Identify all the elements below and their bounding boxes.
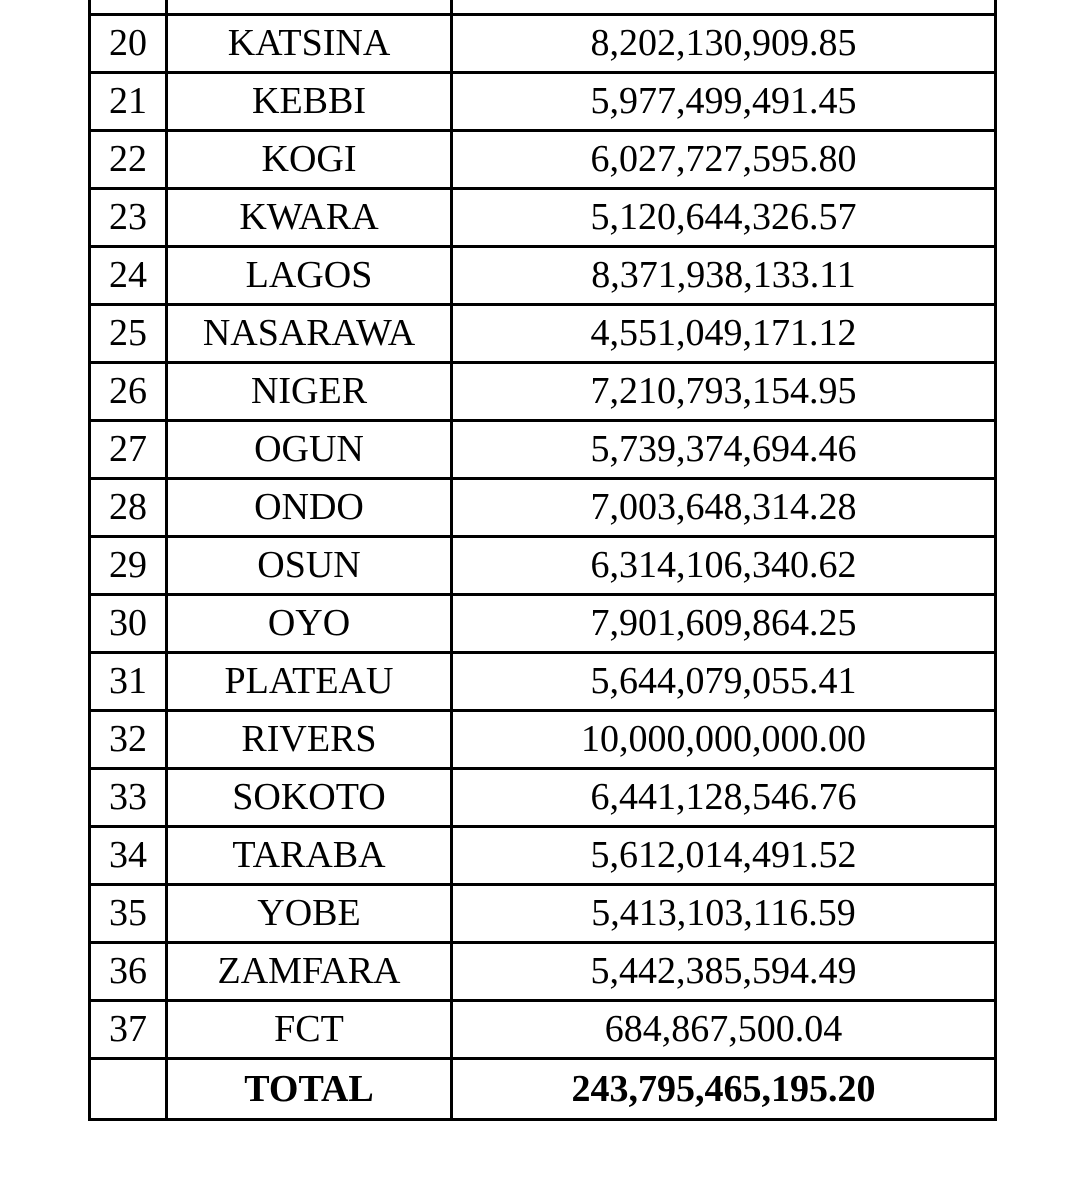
row-number-cell: 20 <box>90 15 167 73</box>
table-row <box>90 421 996 479</box>
state-cell: OSUN <box>167 537 452 595</box>
amount-cell: 5,442,385,594.49 <box>452 943 996 1001</box>
row-number-cell: 37 <box>90 1001 167 1059</box>
row-number-cell: 36 <box>90 943 167 1001</box>
table-row <box>90 827 996 885</box>
table-row <box>90 769 996 827</box>
total-number-cell <box>90 1059 167 1120</box>
table-row <box>90 247 996 305</box>
total-label: TOTAL <box>167 1059 452 1120</box>
allocation-table <box>88 0 997 1121</box>
row-number-cell: 35 <box>90 885 167 943</box>
row-number-cell: 26 <box>90 363 167 421</box>
table-row <box>90 711 996 769</box>
state-cell: RIVERS <box>167 711 452 769</box>
table-row <box>90 885 996 943</box>
amount-cell: 8,371,938,133.11 <box>452 247 996 305</box>
row-number-cell: 23 <box>90 189 167 247</box>
table-row <box>90 595 996 653</box>
state-cell: FCT <box>167 1001 452 1059</box>
row-number-cell: 24 <box>90 247 167 305</box>
amount-cell: 8,202,130,909.85 <box>452 15 996 73</box>
row-number-cell: 31 <box>90 653 167 711</box>
state-cell: KWARA <box>167 189 452 247</box>
table-row-partial <box>90 0 996 15</box>
row-number-cell: 30 <box>90 595 167 653</box>
row-number-cell: 33 <box>90 769 167 827</box>
table-row <box>90 653 996 711</box>
state-cell: KATSINA <box>167 15 452 73</box>
table-row <box>90 131 996 189</box>
table-row <box>90 943 996 1001</box>
table-row <box>90 305 996 363</box>
state-cell: OGUN <box>167 421 452 479</box>
row-number-cell: 28 <box>90 479 167 537</box>
row-number-cell: 21 <box>90 73 167 131</box>
amount-cell: 5,977,499,491.45 <box>452 73 996 131</box>
row-number-cell: 34 <box>90 827 167 885</box>
row-number-cell: 32 <box>90 711 167 769</box>
state-cell: ONDO <box>167 479 452 537</box>
table-row <box>90 479 996 537</box>
state-cell: KOGI <box>167 131 452 189</box>
amount-cell <box>452 0 996 15</box>
total-row <box>90 1059 996 1120</box>
state-cell: OYO <box>167 595 452 653</box>
table-row <box>90 73 996 131</box>
amount-cell: 5,739,374,694.46 <box>452 421 996 479</box>
row-number-cell: 29 <box>90 537 167 595</box>
amount-cell: 7,210,793,154.95 <box>452 363 996 421</box>
state-cell: LAGOS <box>167 247 452 305</box>
allocation-table-container <box>88 0 994 1121</box>
amount-cell: 6,441,128,546.76 <box>452 769 996 827</box>
amount-cell: 6,314,106,340.62 <box>452 537 996 595</box>
amount-cell: 7,901,609,864.25 <box>452 595 996 653</box>
amount-cell: 684,867,500.04 <box>452 1001 996 1059</box>
state-cell: KEBBI <box>167 73 452 131</box>
state-cell: NIGER <box>167 363 452 421</box>
amount-cell: 5,612,014,491.52 <box>452 827 996 885</box>
state-cell <box>167 0 452 15</box>
state-cell: YOBE <box>167 885 452 943</box>
amount-cell: 5,413,103,116.59 <box>452 885 996 943</box>
amount-cell: 7,003,648,314.28 <box>452 479 996 537</box>
row-number-cell <box>90 0 167 15</box>
table-row <box>90 189 996 247</box>
row-number-cell: 25 <box>90 305 167 363</box>
state-cell: NASARAWA <box>167 305 452 363</box>
state-cell: ZAMFARA <box>167 943 452 1001</box>
state-cell: PLATEAU <box>167 653 452 711</box>
row-number-cell: 27 <box>90 421 167 479</box>
table-row <box>90 1001 996 1059</box>
table-body <box>90 0 996 1120</box>
table-row <box>90 537 996 595</box>
amount-cell: 5,644,079,055.41 <box>452 653 996 711</box>
table-row <box>90 15 996 73</box>
row-number-cell: 22 <box>90 131 167 189</box>
state-cell: SOKOTO <box>167 769 452 827</box>
amount-cell: 4,551,049,171.12 <box>452 305 996 363</box>
amount-cell: 10,000,000,000.00 <box>452 711 996 769</box>
total-amount: 243,795,465,195.20 <box>452 1059 996 1120</box>
state-cell: TARABA <box>167 827 452 885</box>
table-row <box>90 363 996 421</box>
amount-cell: 6,027,727,595.80 <box>452 131 996 189</box>
amount-cell: 5,120,644,326.57 <box>452 189 996 247</box>
